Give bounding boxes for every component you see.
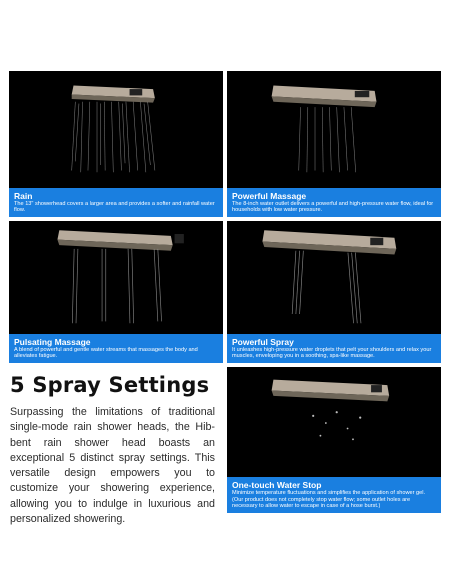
- panel-title: Rain: [14, 190, 33, 201]
- caption-water-stop: [227, 477, 441, 513]
- spray-panel-rain: [9, 71, 223, 217]
- spray-panel-powerful-spray: [227, 221, 441, 363]
- spray-panel-powerful-massage: [227, 71, 441, 217]
- panel-title: Powerful Spray: [232, 336, 294, 347]
- showerhead-image: [9, 71, 223, 203]
- panel-title: Pulsating Massage: [14, 336, 91, 347]
- panel-description: A blend of powerful and gentle water streams that massages the body and alleviates fatigue.: [14, 346, 198, 360]
- panel-description: The 13" showerhead covers a larger area and provides a softer and rainfall water flow.: [14, 200, 215, 214]
- section-heading: 5 Spray Settings: [10, 373, 210, 397]
- caption-rain: [9, 188, 223, 217]
- caption-powerful-spray: [227, 334, 441, 363]
- panel-description: The 8-inch water outlet delivers a powerful and high-pressure water flow, ideal for households with low water pressure.: [232, 200, 434, 214]
- caption-pulsating-massage: [9, 334, 223, 363]
- panel-description: Minimize temperature fluctuations and simplifies the application of shower gel. (Our product does not completely stop water flow; some outlet holes are necessary to allow water to escape in case of a hose burst.): [232, 490, 426, 510]
- description-paragraph: Surpassing the limitations of traditional single-mode rain shower heads, the Hib-bent rain shower head boasts an exceptional 5 distinct spray settings. This versatile design empowers you to customize your showering experience, allowing you to indulge in luxurious and personalized showering.: [10, 406, 215, 526]
- panel-title: One-touch Water Stop: [232, 480, 322, 491]
- panel-description: It unleashes high-pressure water droplets that pelt your shoulders and relax your muscles, enveloping you in a soothing, spa-like massage.: [232, 346, 432, 360]
- panel-title: Powerful Massage: [232, 190, 307, 201]
- caption-powerful-massage: [227, 188, 441, 217]
- spray-panel-pulsating-massage: [9, 221, 223, 363]
- showerhead-image: [227, 71, 441, 203]
- spray-panel-water-stop: [227, 367, 441, 513]
